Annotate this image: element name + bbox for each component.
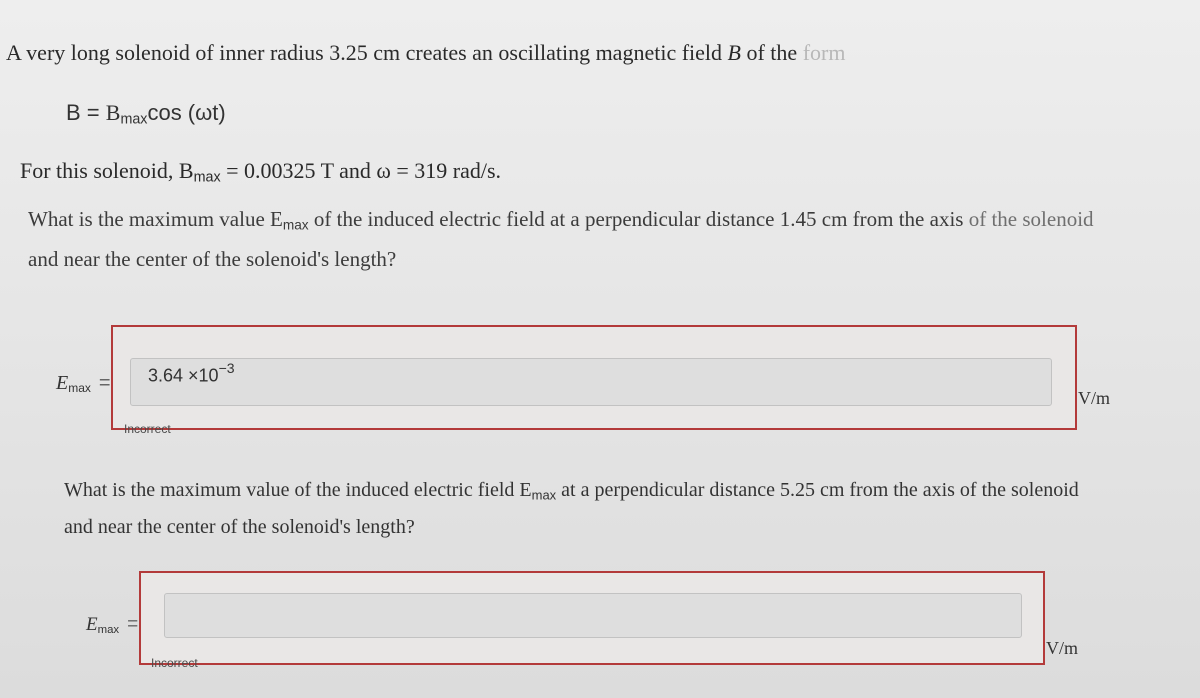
intro-text: A very long solenoid of inner radius 3.25 cm creates an oscillating magnetic field	[6, 40, 728, 65]
emax-label-2	[86, 614, 138, 636]
emax-input-1-value	[148, 360, 235, 386]
q2-text-sub: max	[531, 487, 557, 503]
intro-variable: B	[727, 40, 741, 65]
formula-sub: max	[120, 111, 148, 128]
q1-text-line2: and near the center of the solenoid's length?	[28, 247, 397, 272]
q1-text-pre: What is the maximum value E	[28, 207, 283, 231]
q2-text-pre: What is the maximum value of the induced electric field E	[64, 479, 532, 501]
emax-label-1	[56, 372, 111, 395]
incorrect-status-1: Incorrect	[124, 422, 171, 436]
label-equals: =	[98, 372, 111, 394]
q2-text-line2: and near the center of the solenoid's length?	[64, 516, 415, 539]
question-1-text	[28, 202, 1094, 276]
params-sub: max	[193, 169, 221, 186]
given-parameters	[20, 158, 501, 186]
question-2-text	[64, 474, 1079, 543]
unit-label-2: V/m	[1046, 638, 1079, 658]
q1-text-faded: of the solenoid	[968, 207, 1094, 231]
incorrect-status-2: Incorrect	[151, 656, 198, 670]
params-post: = 0.00325 T and ω = 319 rad/s.	[220, 158, 502, 183]
field-formula	[66, 100, 226, 128]
intro-faded: form	[802, 40, 846, 65]
formula-bmax: B	[105, 100, 121, 125]
q2-text-mid: at a perpendicular distance 5.25 cm from the axis of the solenoid	[556, 479, 1079, 501]
emax-input-2[interactable]	[164, 593, 1022, 638]
intro-tail: of the	[740, 40, 803, 65]
label-sub: max	[68, 381, 91, 395]
formula-rhs: cos (ωt)	[147, 100, 226, 125]
unit-label-1: V/m	[1078, 388, 1111, 408]
label-equals: =	[127, 614, 139, 635]
params-pre: For this solenoid, B	[20, 158, 194, 183]
label-var: E	[86, 614, 98, 635]
q1-text-mid: of the induced electric field at a perpendicular distance 1.45 cm from the axis	[308, 207, 969, 231]
emax-input-1[interactable]	[130, 358, 1052, 406]
label-var: E	[56, 372, 69, 394]
q1-text-sub: max	[282, 217, 309, 233]
formula-lhs: B =	[66, 100, 106, 125]
value-mantissa: 3.64 ×10	[148, 365, 219, 386]
value-exponent: −3	[218, 360, 235, 376]
label-sub: max	[97, 623, 120, 636]
problem-intro	[6, 40, 845, 66]
